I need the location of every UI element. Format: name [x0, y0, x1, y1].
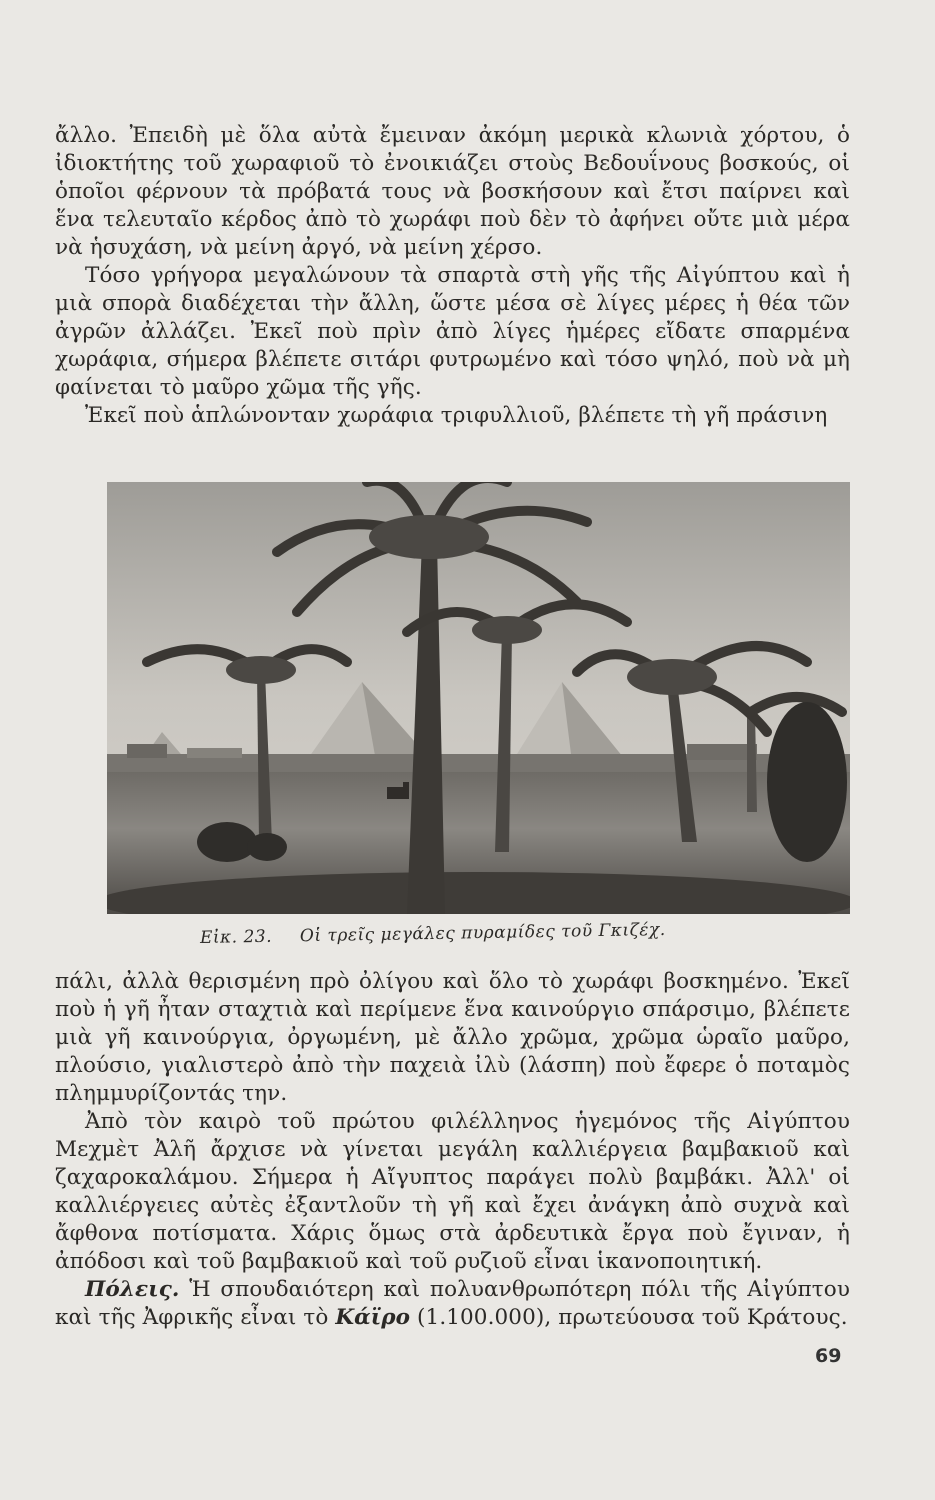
cities-text-end: (1.100.000), πρωτεύουσα τοῦ Κράτους.	[417, 1305, 848, 1330]
figure-caption	[200, 920, 666, 948]
figure-number: Εἰκ. 23.	[199, 926, 273, 948]
page-number: 69	[815, 1345, 842, 1367]
cities-text: Ἡ σπουδαιότερη καὶ πολυανθρωπότερη πόλι τῆς Αἰγύπτου καὶ τῆς Ἀφρικῆς εἶναι τὸ	[55, 1277, 850, 1330]
cities-paragraph	[55, 1276, 850, 1332]
text-block-top	[55, 122, 850, 430]
paragraph: Ἐκεῖ ποὺ ἁπλώνονταν χωράφια τριφυλλιοῦ, βλέπετε τὴ γῆ πράσινη	[85, 403, 828, 428]
city-name: Κάϊρο	[335, 1305, 411, 1330]
text-block-bottom	[55, 968, 850, 1332]
figure-caption-text: Οἱ τρεῖς μεγάλες πυραμίδες τοῦ Γκιζέχ.	[299, 919, 666, 947]
paragraph: Ἀπὸ τὸν καιρὸ τοῦ πρώτου φιλέλληνος ἡγεμόνος τῆς Αἰγύπτου Μεχμὲτ Ἀλῆ ἄρχισε νὰ γίνεται μεγάλη καλλιέργεια βαμβακιοῦ καὶ ζαχαροκαλάμου. Σήμερα ἡ Αἴγυπτος παράγει πολὺ βαμβάκι. Ἀλλ' οἱ καλλιέργειες αὐτὲς ἐξαντλοῦν τὴ γῆ καὶ ἔχει ἀνάγκη ἀπὸ συχνὰ καὶ ἄφθονα ποτίσματα. Χάρις ὅμως στὰ ἀρδευτικὰ ἔργα ποὺ ἔγιναν, ἡ ἀπόδοσι καὶ τοῦ βαμβακιοῦ καὶ τοῦ ρυζιοῦ εἶναι ἱκανοποιητική.	[55, 1109, 850, 1274]
pyramids-photo	[107, 482, 850, 914]
paragraph: πάλι, ἀλλὰ θερισμένη πρὸ ὀλίγου καὶ ὅλο τὸ χωράφι βοσκημένο. Ἐκεῖ ποὺ ἡ γῆ ἦταν σταχτιὰ καὶ περίμενε ἕνα καινούργιο σπάρσιμο, βλέπετε μιὰ γῆ καινούργια, ὀργωμένη, μὲ ἄλλο χρῶμα, χρῶμα ὡραῖο μαῦρο, πλούσιο, γιαλιστερὸ ἀπὸ τὴν παχειὰ ἰλὺ (λάσπη) ποὺ ἔφερε ὁ ποταμὸς πλημμυρίζοντάς την.	[55, 969, 850, 1106]
section-heading: Πόλεις.	[85, 1277, 180, 1302]
paragraph: ἄλλο. Ἐπειδὴ μὲ ὅλα αὐτὰ ἔμειναν ἀκόμη μερικὰ κλωνιὰ χόρτου, ὁ ἰδιοκτήτης τοῦ χωραφιοῦ τὸ ἐνοικιάζει στοὺς Βεδουΐνους βοσκούς, οἱ ὁποῖοι φέρνουν τὰ πρόβατά τους νὰ βοσκήσουν καὶ ἔτσι παίρνει καὶ ἕνα τελευταῖο κέρδος ἀπὸ τὸ χωράφι ποὺ δὲν τὸ ἀφήνει οὔτε μιὰ μέρα νὰ ἡσυχάση, νὰ μείνη ἀργό, νὰ μείνη χέρσο.	[55, 123, 850, 260]
paragraph: Τόσο γρήγορα μεγαλώνουν τὰ σπαρτὰ στὴ γῆς τῆς Αἰγύπτου καὶ ἡ μιὰ σπορὰ διαδέχεται τὴν ἄλλη, ὥστε μέσα σὲ λίγες μέρες ἡ θέα τῶν ἀγρῶν ἀλλάζει. Ἐκεῖ ποὺ πρὶν ἀπὸ λίγες ἡμέρες εἴδατε σπαρμένα χωράφια, σήμερα βλέπετε σιτάρι φυτρωμένο καὶ τόσο ψηλό, ποὺ νὰ μὴ φαίνεται τὸ μαῦρο χῶμα τῆς γῆς.	[55, 263, 850, 400]
